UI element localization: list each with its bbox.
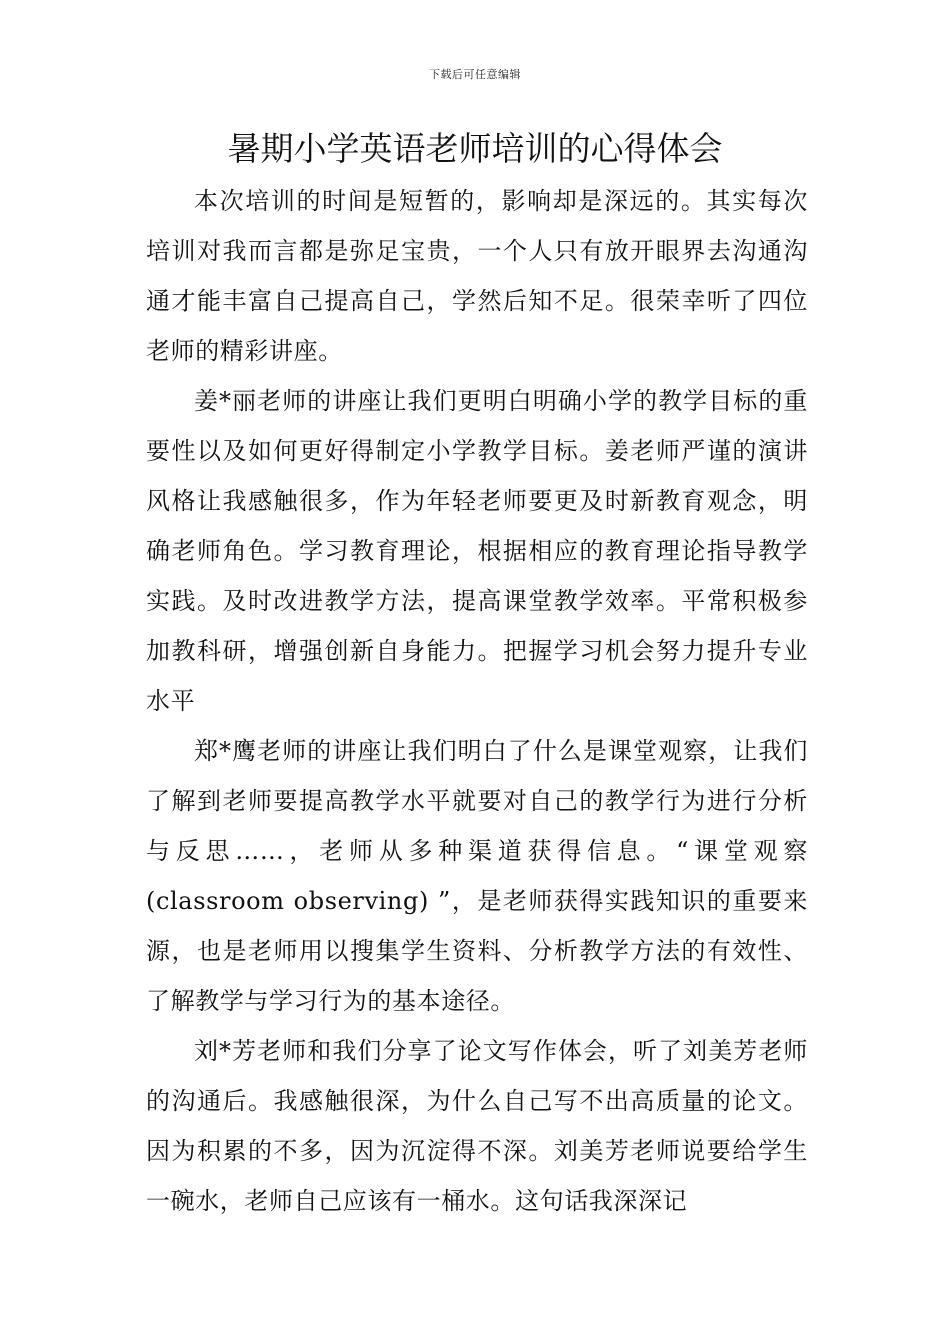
document-title: 暑期小学英语老师培训的心得体会 bbox=[227, 129, 723, 168]
paragraph-liu: 刘*芳老师和我们分享了论文写作体会，听了刘美芳老师的沟通后。我感触很深，为什么自己写不出高质量的论文。因为积累的不多，因为沉淀得不深。刘美芳老师说要给学生一碗水，老师自己应该有一桶水。这句话我深深记 bbox=[146, 1037, 808, 1215]
paragraph-intro: 本次培训的时间是短暂的，影响却是深远的。其实每次培训对我而言都是弥足宝贵，一个人只有放开眼界去沟通沟通才能丰富自己提高自己，学然后知不足。很荣幸听了四位老师的精彩讲座。 bbox=[146, 187, 808, 365]
header-note: 下载后可任意编辑 bbox=[429, 68, 521, 81]
paragraph-zheng: 郑*鹰老师的讲座让我们明白了什么是课堂观察，让我们了解到老师要提高教学水平就要对自己的教学行为进行分析与反思……，老师从多种渠道获得信息。“课堂观察(classroom observing) ”，是老师获得实践知识的重要来源，也是老师用以搜集学生资料、分析教学方法的有效性、了解教学与学习行为的基本途径。 bbox=[146, 737, 808, 1015]
paragraph-jiang: 姜*丽老师的讲座让我们更明白明确小学的教学目标的重要性以及如何更好得制定小学教学目标。姜老师严谨的演讲风格让我感触很多，作为年轻老师要更及时新教育观念，明确老师角色。学习教育理论，根据相应的教育理论指导教学实践。及时改进教学方法，提高课堂教学效率。平常积极参加教科研，增强创新自身能力。把握学习机会努力提升专业水平 bbox=[146, 387, 808, 715]
document-body bbox=[146, 176, 808, 1226]
